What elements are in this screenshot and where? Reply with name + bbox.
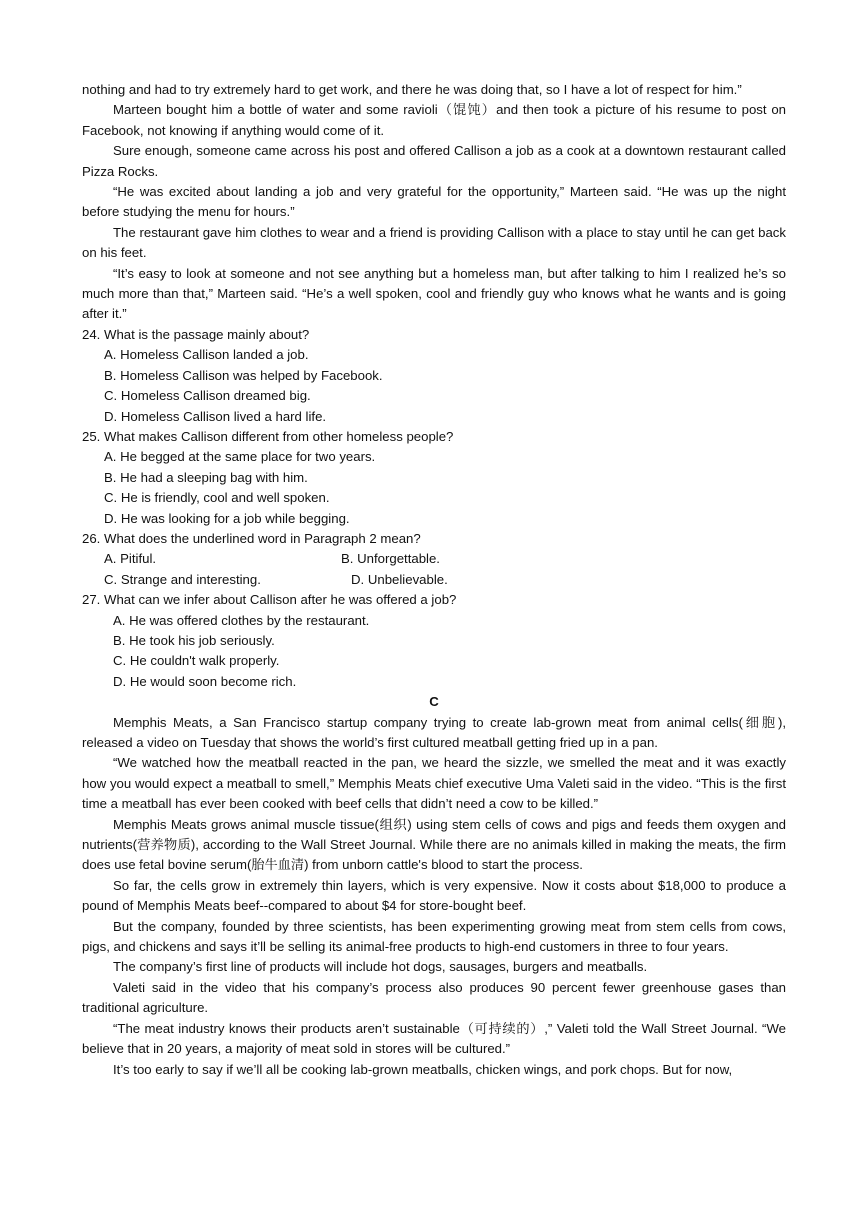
question-27-option-c: C. He couldn't walk properly.: [113, 653, 280, 669]
question-24-option-b: B. Homeless Callison was helped by Facebook.: [104, 367, 383, 383]
question-25-stem: 25. What makes Callison different from other homeless people?: [82, 428, 454, 444]
section-heading: C: [429, 694, 439, 710]
question-25-option-b: B. He had a sleeping bag with him.: [104, 469, 308, 485]
paragraph: The company’s first line of products will include hot dogs, sausages, burgers and meatballs.: [113, 959, 648, 975]
question-26-stem: 26. What does the underlined word in Paragraph 2 mean?: [82, 530, 421, 546]
document-page: [82, 80, 786, 1080]
question-27-stem: 27. What can we infer about Callison after he was offered a job?: [82, 592, 457, 608]
question-26-option-b: B. Unforgettable.: [341, 551, 440, 567]
paragraph: “We watched how the meatball reacted in the pan, we heard the sizzle, we smelled the meat and it was exactly how you would expect a meatball to smell,” Memphis Meats chief executive Uma Valeti said in the video. “This is the first time a meatball has ever been cooked with beef cells that didn’t need a cow to be killed.”: [82, 755, 786, 812]
paragraph: It’s too early to say if we’ll all be cooking lab-grown meatballs, chicken wings, and pork chops. But for now,: [113, 1061, 733, 1077]
paragraph: “He was excited about landing a job and very grateful for the opportunity,” Marteen said. “He was up the night before studying the menu for hours.”: [82, 184, 786, 220]
paragraph: So far, the cells grow in extremely thin layers, which is very expensive. Now it costs about $18,000 to produce a pound of Memphis Meats beef--compared to about $4 for store-bought beef.: [82, 877, 786, 914]
paragraph: Sure enough, someone came across his post and offered Callison a job as a cook at a downtown restaurant called Pizza Rocks.: [82, 143, 786, 179]
paragraph: Valeti said in the video that his company’s process also produces 90 percent fewer greenhouse gases than traditional agriculture.: [82, 979, 786, 1016]
question-26-options-row-1: [82, 549, 786, 569]
paragraph: But the company, founded by three scientists, has been experimenting growing meat from stem cells from cows, pigs, and chickens and says it’ll be selling its animal-free products to high-end customers in three to four years.: [82, 918, 786, 955]
question-26-options-row-2: [82, 570, 786, 590]
paragraph: Memphis Meats, a San Francisco startup company trying to create lab-grown meat from animal cells(细胞), released a video on Tuesday that shows the world’s first cultured meatball getting fried up in a pan.: [82, 714, 786, 750]
paragraph: The restaurant gave him clothes to wear and a friend is providing Callison with a place to stay until he can get back on his feet.: [82, 224, 786, 261]
question-26-option-d: D. Unbelievable.: [351, 571, 448, 587]
paragraph: Marteen bought him a bottle of water and some ravioli（馄饨）and then took a picture of his resume to post on Facebook, not knowing if anything would come of it.: [82, 102, 786, 138]
question-24-option-a: A. Homeless Callison landed a job.: [104, 347, 309, 363]
question-27-option-a: A. He was offered clothes by the restaurant.: [113, 612, 370, 628]
question-27-option-d: D. He would soon become rich.: [113, 673, 297, 689]
paragraph: Memphis Meats grows animal muscle tissue(组织) using stem cells of cows and pigs and feeds them oxygen and nutrients(营养物质), according to the Wall Street Journal. While there are no animals killed in making the meats, the firm does use fetal bovine serum(胎牛血清) from unborn cattle's blood to start the process.: [82, 816, 786, 873]
question-25-option-c: C. He is friendly, cool and well spoken.: [104, 490, 330, 506]
question-24-option-d: D. Homeless Callison lived a hard life.: [104, 408, 327, 424]
question-26-option-c: C. Strange and interesting.: [104, 571, 261, 587]
question-24-option-c: C. Homeless Callison dreamed big.: [104, 388, 311, 404]
question-24-stem: 24. What is the passage mainly about?: [82, 326, 310, 342]
question-25-option-a: A. He begged at the same place for two years.: [104, 449, 376, 465]
question-25-option-d: D. He was looking for a job while begging.: [104, 510, 350, 526]
question-26-option-a: A. Pitiful.: [104, 551, 157, 567]
paragraph: “It’s easy to look at someone and not see anything but a homeless man, but after talking to him I realized he’s so much more than that,” Marteen said. “He’s a well spoken, cool and friendly guy who knows what he wants and is going after it.”: [82, 265, 786, 322]
question-27-option-b: B. He took his job seriously.: [113, 632, 275, 648]
paragraph: “The meat industry knows their products aren’t sustainable（可持续的）,” Valeti told the Wall Street Journal. “We believe that in 20 years, a majority of meat sold in stores will be cultured.”: [82, 1020, 786, 1057]
paragraph: nothing and had to try extremely hard to get work, and there he was doing that, so I have a lot of respect for him.”: [82, 82, 742, 97]
